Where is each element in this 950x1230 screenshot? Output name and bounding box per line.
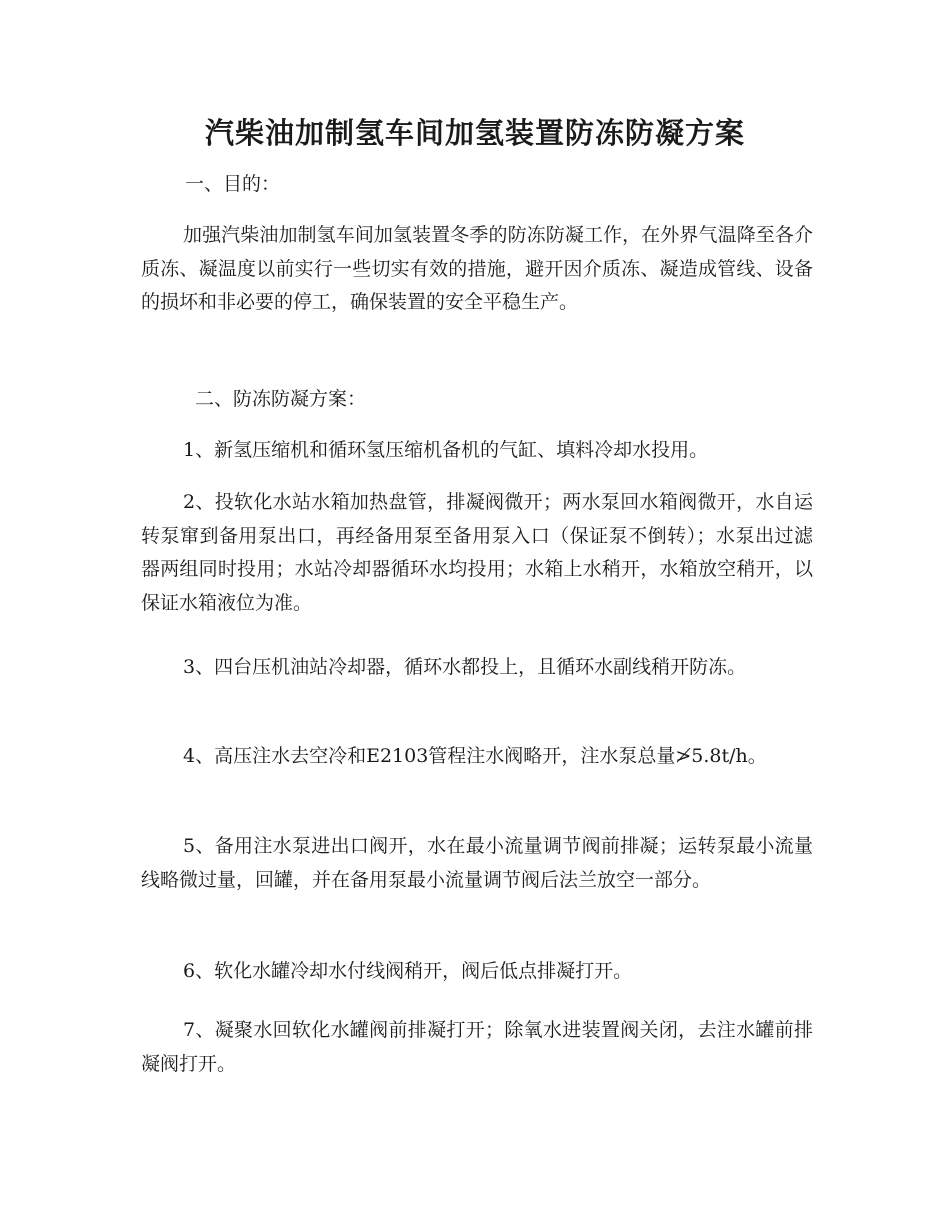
plan-item-4: 4、高压注水去空冷和E2103管程注水阀略开，注水泵总量≯5.8t/h。 [183,745,767,767]
plan-item-3: 3、四台压机油站冷却器，循环水都投上，且循环水副线稍开防冻。 [183,656,747,678]
section-heading-purpose: 一、目的： [185,173,281,195]
plan-item-6: 6、软化水罐冷却水付线阀稍开，阀后低点排凝打开。 [183,960,633,982]
plan-item-1: 1、新氢压缩机和循环氢压缩机备机的气缸、填料冷却水投用。 [183,439,709,461]
purpose-paragraph: 加强汽柴油加制氢车间加氢装置冬季的防冻防凝工作，在外界气温降至各介质冻、凝温度以前实行一些切实有效的措施，避开因介质冻、凝造成管线、设备的损坏和非必要的停工，确保装置的安全平稳生产。 [141,224,813,313]
document-title: 汽柴油加制氢车间加氢装置防冻防凝方案 [204,116,745,150]
plan-item-2: 2、投软化水站水箱加热盘管，排凝阀微开；两水泵回水箱阀微开，水自运转泵窜到备用泵出口，再经备用泵至备用泵入口（保证泵不倒转）；水泵出过滤器两组同时投用；水站冷却器循环水均投用；水箱上水稍开，水箱放空稍开，以保证水箱液位为准。 [141,491,813,614]
section-heading-plan: 二、防冻防凝方案： [195,388,367,410]
plan-item-5: 5、备用注水泵进出口阀开，水在最小流量调节阀前排凝；运转泵最小流量线略微过量，回罐，并在备用泵最小流量调节阀后法兰放空一部分。 [141,835,813,891]
plan-item-7: 7、凝聚水回软化水罐阀前排凝打开；除氧水进装置阀关闭，去注水罐前排凝阀打开。 [141,1019,813,1075]
